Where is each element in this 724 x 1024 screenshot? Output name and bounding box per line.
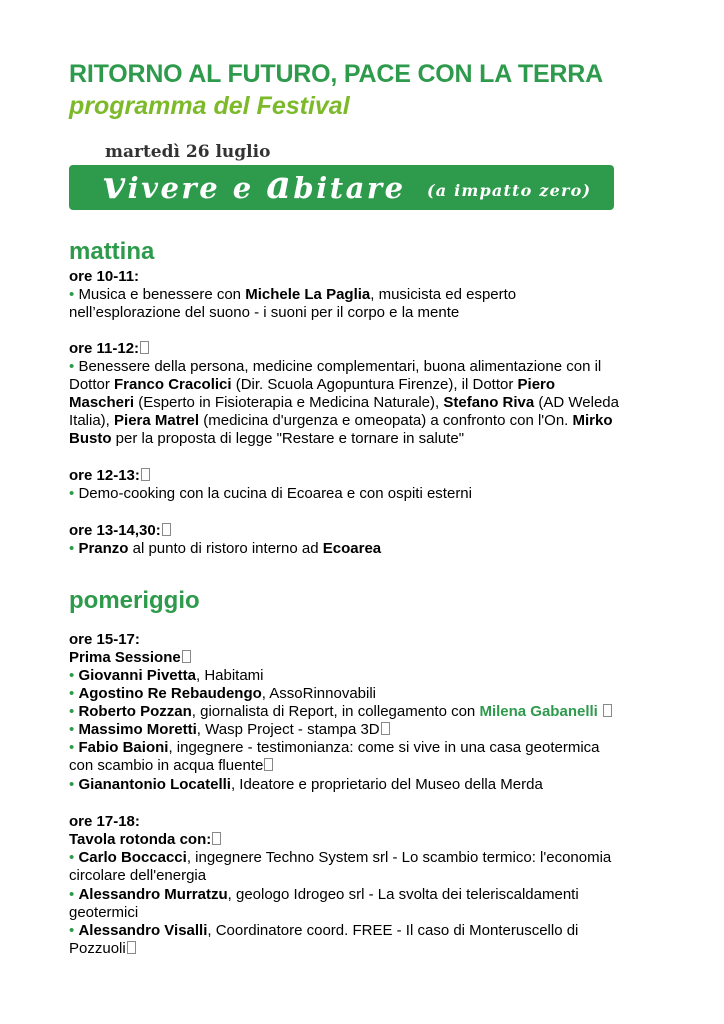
- bullet: •: [69, 721, 75, 738]
- session-text: Prima Sessione: [69, 649, 181, 666]
- text: (Esperto in Fisioterapia e Medicina Naturale),: [134, 394, 444, 411]
- speaker-name: Carlo Boccacci: [78, 849, 187, 866]
- list-item: [69, 776, 543, 794]
- list-item: [69, 849, 611, 867]
- bullet: •: [69, 703, 75, 720]
- speaker-name: Alessandro Murratzu: [78, 886, 228, 903]
- text-line: circolare dell'energia: [69, 867, 207, 884]
- speaker-name: Mascheri: [69, 394, 135, 411]
- time-text: ore 12-13:: [69, 467, 140, 484]
- text: (AD Weleda: [534, 394, 619, 411]
- session-text: Tavola rotonda con:: [69, 831, 212, 848]
- theme-banner: [69, 162, 614, 210]
- page-title: RITORNO AL FUTURO, PACE CON LA TERRA: [69, 60, 603, 88]
- speaker-name: Gianantonio Locatelli: [78, 776, 231, 793]
- speaker-name: Busto: [69, 430, 112, 447]
- speaker-name: Mirko: [572, 412, 613, 429]
- text: Musica e benessere con: [78, 286, 246, 303]
- text: , musicista ed esperto: [370, 286, 517, 303]
- text: , ingegnere Techno System srl - Lo scambio termico: l'economia: [186, 849, 612, 866]
- time-slot: [69, 467, 150, 485]
- text-line: nell’esplorazione del suono - i suoni per il corpo e la mente: [69, 304, 460, 321]
- text: , Wasp Project - stampa 3D: [196, 721, 380, 738]
- bullet: •: [69, 739, 75, 756]
- list-item: [69, 739, 600, 757]
- bullet: •: [69, 776, 75, 793]
- time-slot: ore 10-11:: [69, 268, 140, 285]
- list-item: [69, 485, 472, 503]
- text: Demo-cooking con la cucina di Ecoarea e con ospiti esterni: [78, 485, 472, 502]
- speaker-name: Giovanni Pivetta: [78, 667, 196, 684]
- list-item: [69, 886, 579, 904]
- list-item: [69, 667, 264, 685]
- time-slot: ore 15-17:: [69, 631, 140, 648]
- bullet: •: [69, 358, 75, 375]
- speaker-name: Piero: [517, 376, 556, 393]
- text-line: [69, 376, 555, 394]
- text-line: [69, 394, 619, 412]
- page-subtitle: programma del Festival: [69, 92, 350, 120]
- list-item: [69, 286, 516, 304]
- speaker-name: Alessandro Visalli: [78, 922, 208, 939]
- time-text: ore 13-14,30:: [69, 522, 161, 539]
- text: (medicina d'urgenza e omeopata) a confronto con l'On.: [199, 412, 573, 429]
- time-slot: [69, 340, 149, 358]
- speaker-name: Agostino Re Rebaudengo: [78, 685, 262, 702]
- event-date: martedì 26 luglio: [105, 142, 271, 162]
- banner-initial-v: v: [103, 162, 128, 207]
- text: (Dir. Scuola Agopuntura Firenze), il Dottor: [231, 376, 518, 393]
- bullet: •: [69, 685, 75, 702]
- bold-text: Pranzo: [78, 540, 129, 557]
- missing-glyph-icon: [141, 468, 150, 481]
- text-line: [69, 940, 136, 958]
- text: al punto di ristoro interno ad: [128, 540, 323, 557]
- session-title: [69, 831, 221, 849]
- time-text: ore 11-12:: [69, 340, 140, 357]
- text: Italia),: [69, 412, 115, 429]
- bullet: •: [69, 286, 75, 303]
- text-line: [69, 412, 613, 430]
- text: , Ideatore e proprietario del Museo della Merda: [230, 776, 543, 793]
- text: , Coordinatore coord. FREE - Il caso di Monteruscello di: [207, 922, 579, 939]
- list-item: [69, 540, 381, 558]
- speaker-name: Michele La Paglia: [245, 286, 371, 303]
- bullet: •: [69, 922, 75, 939]
- text: , AssoRinnovabili: [261, 685, 377, 702]
- speaker-name: Fabio Baioni: [78, 739, 169, 756]
- banner-title: [103, 162, 406, 207]
- text-line: [69, 430, 464, 448]
- section-heading-mattina: mattina: [69, 238, 155, 265]
- time-slot: ore 17-18:: [69, 813, 140, 830]
- speaker-name: Massimo Moretti: [78, 721, 197, 738]
- bullet: •: [69, 485, 75, 502]
- missing-glyph-icon: [264, 758, 273, 771]
- text: Benessere della persona, medicine complementari, buona alimentazione con il: [78, 358, 602, 375]
- text: Dottor: [69, 376, 115, 393]
- missing-glyph-icon: [212, 832, 221, 845]
- banner-initial-a: a: [266, 162, 294, 207]
- section-heading-pomeriggio: pomeriggio: [69, 587, 200, 614]
- list-item: [69, 721, 390, 739]
- missing-glyph-icon: [603, 704, 612, 717]
- text: con scambio in acqua fluente: [69, 757, 264, 774]
- missing-glyph-icon: [127, 941, 136, 954]
- text: Pozzuoli: [69, 940, 126, 957]
- text: , ingegnere - testimonianza: come si vive in una casa geotermica: [168, 739, 600, 756]
- missing-glyph-icon: [182, 650, 191, 663]
- text-line: geotermici: [69, 904, 139, 921]
- text: , geologo Idrogeo srl - La svolta dei teleriscaldamenti: [227, 886, 579, 903]
- banner-subtitle: (a impatto zero): [427, 181, 592, 200]
- highlighted-speaker-name: Milena Gabanelli: [479, 703, 598, 720]
- time-slot: [69, 522, 171, 540]
- text-line: [69, 757, 273, 775]
- bullet: •: [69, 540, 75, 557]
- list-item: [69, 703, 612, 721]
- list-item: [69, 685, 376, 703]
- speaker-name: Franco Cracolici: [114, 376, 232, 393]
- speaker-name: Roberto Pozzan: [78, 703, 192, 720]
- bullet: •: [69, 667, 75, 684]
- speaker-name: Stefano Riva: [443, 394, 535, 411]
- text: , giornalista di Report, in collegamento con: [191, 703, 480, 720]
- text: , Habitami: [195, 667, 264, 684]
- missing-glyph-icon: [381, 722, 390, 735]
- text: per la proposta di legge "Restare e tornare in salute": [111, 430, 465, 447]
- speaker-name: Piera Matrel: [114, 412, 200, 429]
- list-item: [69, 922, 578, 940]
- list-item: [69, 358, 601, 376]
- bold-text: Ecoarea: [322, 540, 382, 557]
- bullet: •: [69, 849, 75, 866]
- bullet: •: [69, 886, 75, 903]
- session-title: [69, 649, 191, 667]
- missing-glyph-icon: [140, 341, 149, 354]
- missing-glyph-icon: [162, 523, 171, 536]
- banner-text-1: ivere e: [127, 171, 267, 205]
- banner-text-2: bitare: [293, 171, 406, 205]
